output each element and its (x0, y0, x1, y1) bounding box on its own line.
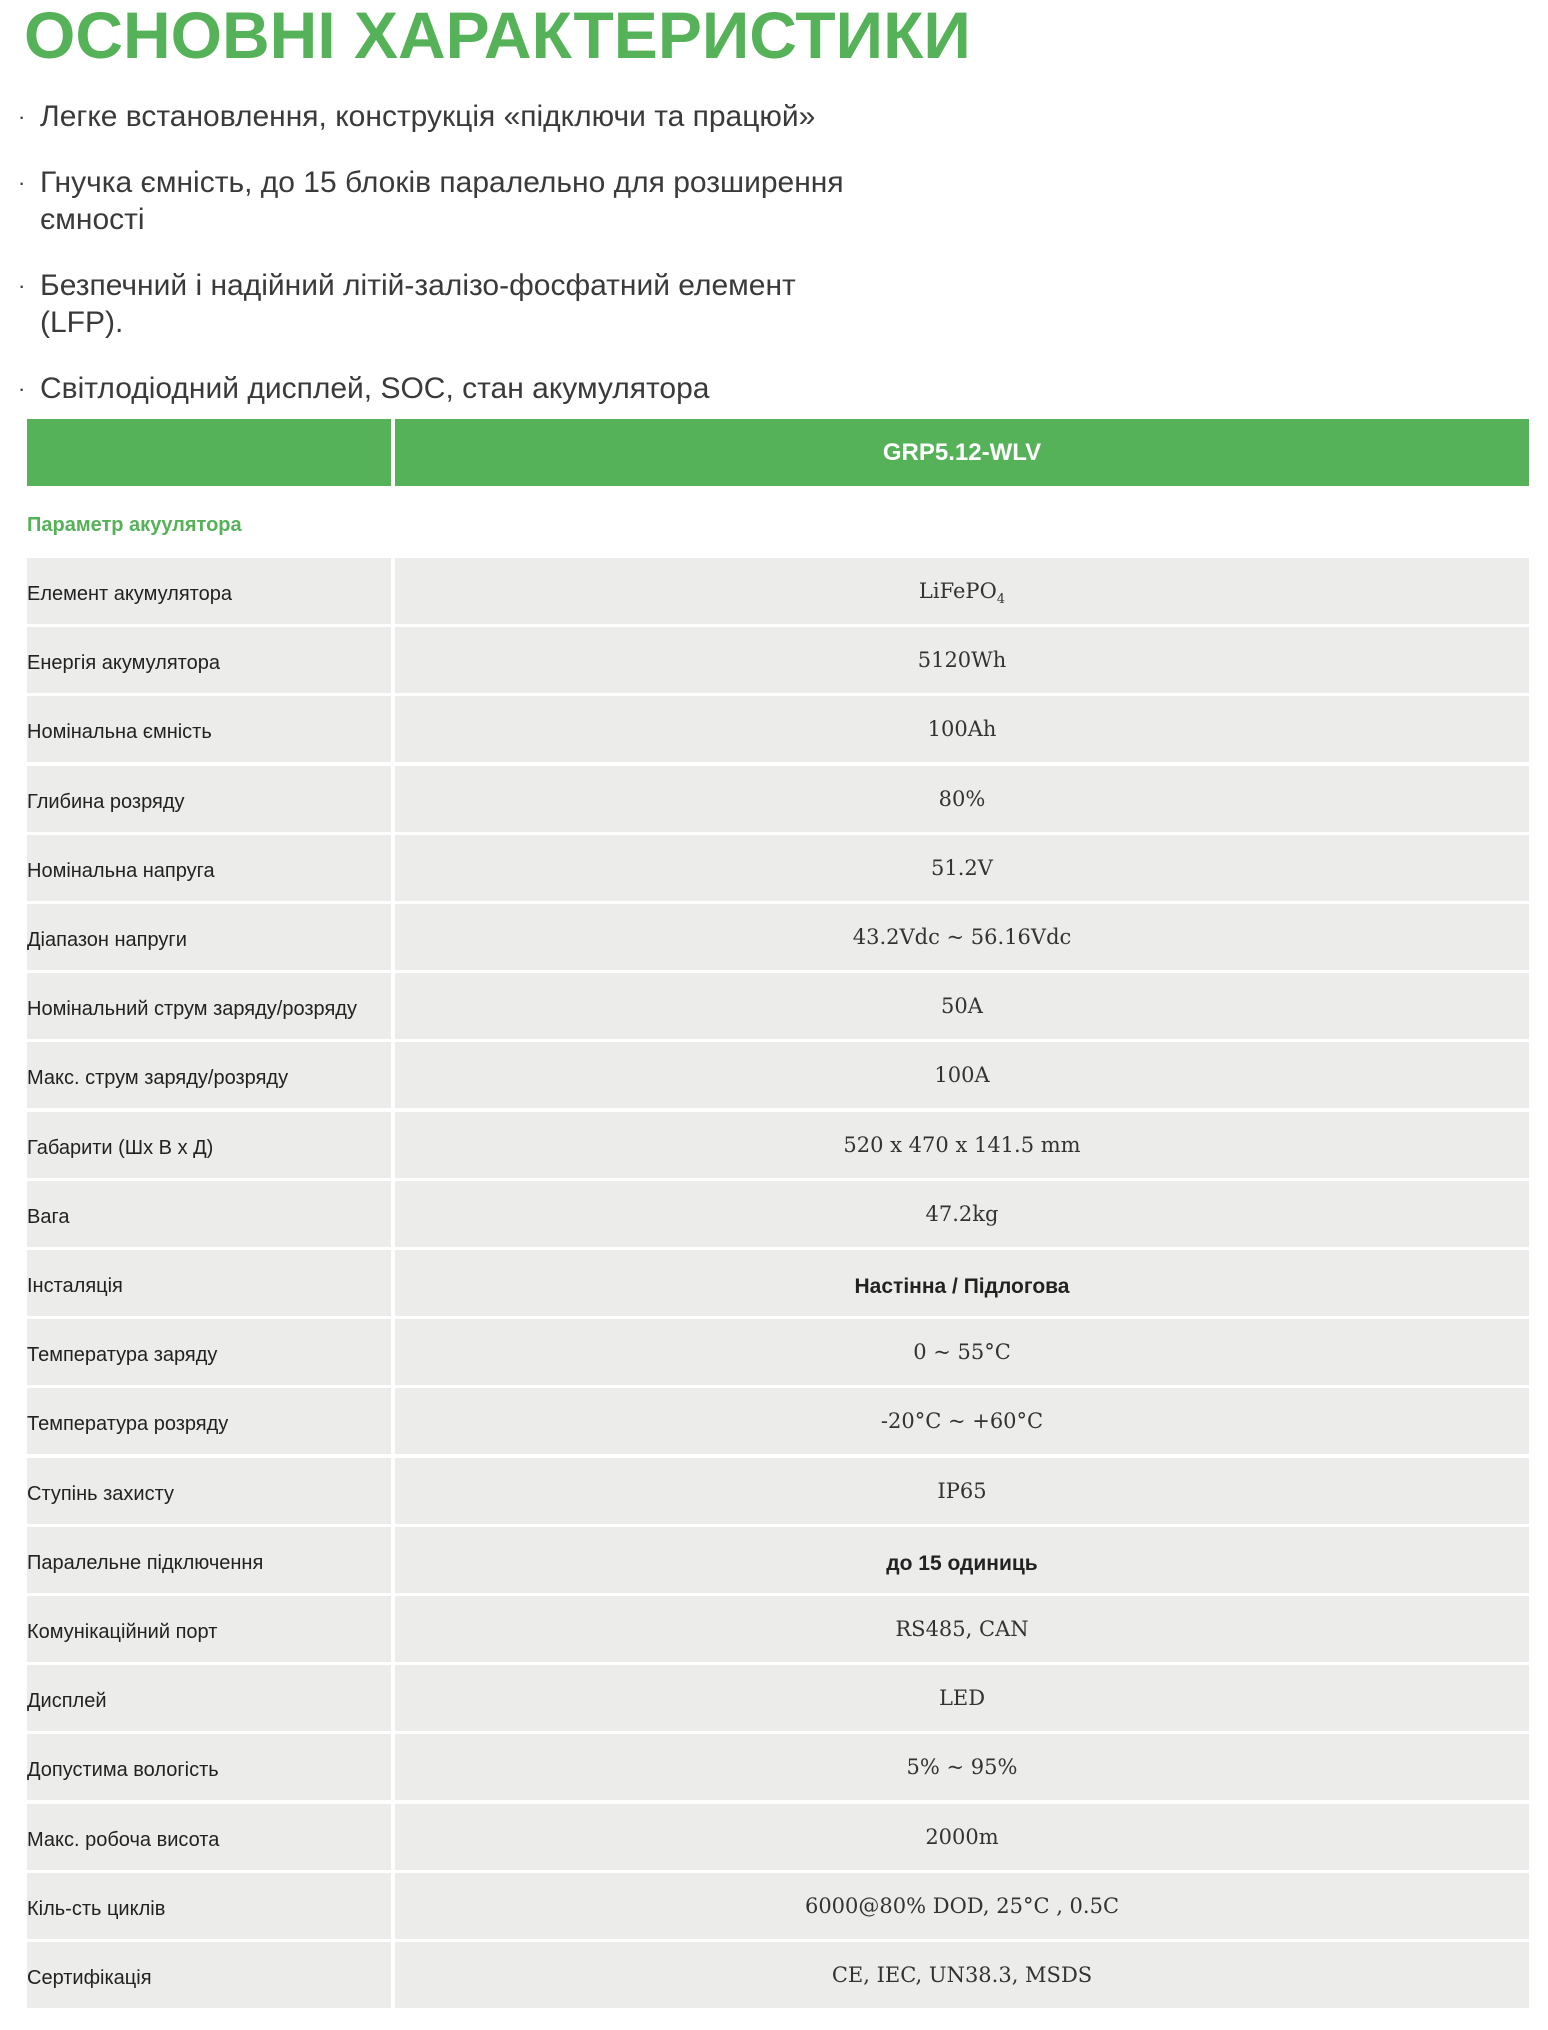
spec-label: Температура розряду (27, 1388, 391, 1454)
spec-label: Паралельне підключення (27, 1527, 391, 1593)
table-header-empty-cell (27, 419, 391, 486)
spec-label: Комунікаційний порт (27, 1596, 391, 1662)
page-title: ОСНОВНІ ХАРАКТЕРИСТИКИ (24, 0, 971, 72)
table-row (27, 1112, 1529, 1178)
table-row (27, 1527, 1529, 1593)
spec-label: Допустима вологість (27, 1734, 391, 1800)
table-row (27, 1319, 1529, 1385)
section-label: Параметр акуулятора (27, 514, 242, 536)
spec-value (395, 904, 1529, 970)
spec-value-text: Настінна / Підлогова (854, 1275, 1070, 1298)
table-row (27, 766, 1529, 832)
table-row (27, 835, 1529, 901)
table-row (27, 1596, 1529, 1662)
spec-value (395, 696, 1529, 762)
spec-value-text: 520 x 470 x 141.5 mm (843, 1132, 1081, 1157)
spec-value (395, 1112, 1529, 1178)
spec-value (395, 1734, 1529, 1800)
spec-value-text: 50A (941, 994, 983, 1019)
table-header-model: GRP5.12-WLV (395, 419, 1529, 486)
table-row (27, 904, 1529, 970)
table-row (27, 1388, 1529, 1454)
spec-label: Інсталяція (27, 1250, 391, 1316)
table-row (27, 1042, 1529, 1108)
spec-value-text: 51.2V (931, 855, 993, 880)
spec-value (395, 1458, 1529, 1524)
spec-value (395, 1596, 1529, 1662)
spec-value-text: 2000m (925, 1824, 999, 1849)
spec-value-subscript: 4 (996, 592, 1006, 608)
spec-label: Ступінь захисту (27, 1458, 391, 1524)
spec-value-text: 47.2kg (925, 1201, 999, 1226)
spec-label: Габарити (Шх В х Д) (27, 1112, 391, 1178)
feature-text: Легке встановлення, конструкція «підключи та працюй» (40, 100, 816, 133)
spec-value-text: 80% (938, 786, 986, 811)
spec-label: Вага (27, 1181, 391, 1247)
table-row (27, 973, 1529, 1039)
spec-value-text: IP65 (937, 1478, 987, 1503)
table-row (27, 1181, 1529, 1247)
feature-item (18, 98, 815, 135)
table-row (27, 1942, 1529, 2008)
spec-value (395, 1942, 1529, 2008)
spec-value (395, 627, 1529, 693)
feature-text: Безпечний і надійний літій-залізо-фосфатний елемент (40, 269, 796, 302)
table-row (27, 1250, 1529, 1316)
spec-value (395, 1181, 1529, 1247)
spec-label: Макс. робоча висота (27, 1804, 391, 1870)
spec-value (395, 558, 1529, 624)
bullet-icon: · (18, 376, 26, 401)
spec-label: Енергія акумулятора (27, 627, 391, 693)
table-row (27, 1804, 1529, 1870)
table-header-row (27, 419, 1529, 486)
bullet-icon: · (18, 273, 26, 298)
spec-value-text: -20°C ~ +60°C (880, 1409, 1044, 1434)
spec-label: Глибина розряду (27, 766, 391, 832)
table-row (27, 1734, 1529, 1800)
table-row (27, 696, 1529, 762)
spec-value (395, 835, 1529, 901)
spec-value-text: 6000@80% DOD, 25°C , 0.5C (804, 1893, 1120, 1918)
feature-item (18, 370, 709, 407)
feature-text: (LFP). (40, 306, 124, 339)
spec-value (395, 1527, 1529, 1593)
spec-value-text: CE, IEC, UN38.3, MSDS (831, 1963, 1093, 1987)
feature-text: Гнучка ємність, до 15 блоків паралельно для розширення (40, 166, 844, 199)
bullet-icon: · (18, 170, 26, 195)
spec-value-text: до 15 одиниць (886, 1551, 1038, 1575)
spec-label: Дисплей (27, 1665, 391, 1731)
spec-value (395, 1873, 1529, 1939)
spec-value-text: 100Ah (927, 717, 997, 742)
spec-value-text: LiFePO (918, 579, 997, 603)
spec-value (395, 1319, 1529, 1385)
bullet-icon: · (18, 104, 26, 129)
feature-text: Світлодіодний дисплей, SOC, стан акумулятора (40, 372, 710, 405)
spec-value-text: 5120Wh (917, 648, 1007, 673)
spec-value-text: LED (938, 1686, 986, 1711)
spec-label: Макс. струм заряду/розряду (27, 1042, 391, 1108)
spec-value (395, 766, 1529, 832)
table-row (27, 1458, 1529, 1524)
spec-label: Номінальна напруга (27, 835, 391, 901)
table-row (27, 1665, 1529, 1731)
feature-item (18, 267, 796, 341)
table-row (27, 558, 1529, 624)
spec-label: Діапазон напруги (27, 904, 391, 970)
spec-value (395, 1250, 1529, 1316)
spec-value-text: 43.2Vdc ~ 56.16Vdc (852, 925, 1072, 949)
spec-label: Сертифікація (27, 1942, 391, 2008)
spec-label: Елемент акумулятора (27, 558, 391, 624)
spec-label: Номінальний струм заряду/розряду (27, 973, 391, 1039)
feature-item (18, 164, 844, 238)
spec-value-text: 5% ~ 95% (906, 1755, 1018, 1780)
table-row (27, 1873, 1529, 1939)
feature-text: ємності (40, 203, 145, 236)
spec-value (395, 1665, 1529, 1731)
spec-value (395, 1388, 1529, 1454)
spec-value-text: 100A (934, 1063, 990, 1088)
spec-label: Номінальна ємність (27, 696, 391, 762)
spec-value (395, 1804, 1529, 1870)
table-row (27, 627, 1529, 693)
spec-value-text: 0 ~ 55°C (913, 1340, 1011, 1365)
spec-value-text: RS485, CAN (895, 1617, 1029, 1641)
spec-value (395, 1042, 1529, 1108)
spec-label: Температура заряду (27, 1319, 391, 1385)
spec-label: Кіль-сть циклів (27, 1873, 391, 1939)
spec-value (395, 973, 1529, 1039)
